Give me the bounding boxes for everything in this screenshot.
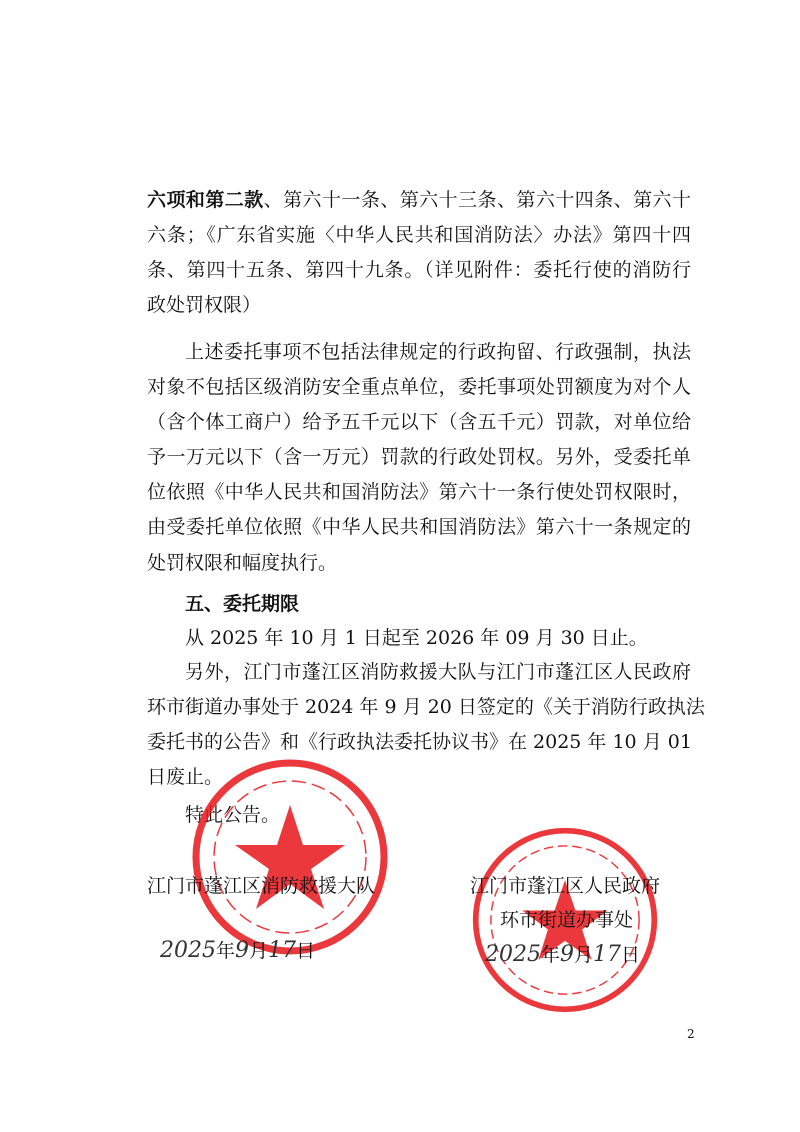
signature-date-right bbox=[485, 942, 640, 968]
text-line bbox=[147, 223, 691, 247]
bold-text: 六项和第二款 bbox=[147, 189, 264, 211]
handwritten-year: 2025 bbox=[160, 938, 216, 963]
handwritten-month: 9 bbox=[235, 938, 250, 963]
signature-org-left: 江门市蓬江区消防救援大队 bbox=[147, 875, 376, 897]
line-text: 环市街道办事处于 2024 年 9 月 20 日签定的《关于消防行政执法 bbox=[147, 696, 705, 718]
line-text: 从 2025 年 10 月 1 日起至 2026 年 09 月 30 日止。 bbox=[185, 627, 648, 649]
text-line bbox=[185, 340, 691, 364]
year-label: 年 bbox=[216, 940, 236, 962]
signature-date-left bbox=[160, 938, 315, 964]
line-text: 政处罚权限） bbox=[147, 294, 262, 316]
text-line bbox=[147, 551, 691, 575]
line-text: 位依照《中华人民共和国消防法》第六十一条行使处罚权限时， bbox=[147, 481, 691, 503]
text-line bbox=[147, 515, 691, 539]
line-text: 另外，江门市蓬江区消防救援大队与江门市蓬江区人民政府 bbox=[185, 661, 691, 683]
line-text: 日废止。 bbox=[147, 766, 224, 788]
handwritten-day: 17 bbox=[593, 942, 622, 967]
text-line bbox=[147, 188, 691, 212]
line-text: 、第六十一条、第六十三条、第六十四条、第六十 bbox=[263, 189, 691, 211]
day-label: 日 bbox=[621, 944, 641, 966]
handwritten-year: 2025 bbox=[485, 942, 541, 967]
text-line bbox=[147, 293, 691, 317]
line-text: 对象不包括区级消防安全重点单位，委托事项处罚额度为对个人 bbox=[147, 376, 691, 398]
text-line bbox=[185, 660, 691, 684]
year-label: 年 bbox=[541, 944, 561, 966]
signature-org-right-line1: 江门市蓬江区人民政府 bbox=[470, 875, 661, 897]
text-line bbox=[147, 410, 691, 434]
stamp-fire-brigade bbox=[190, 757, 390, 957]
text-line bbox=[147, 445, 691, 469]
handwritten-month: 9 bbox=[560, 942, 575, 967]
text-line bbox=[185, 592, 691, 616]
line-text: 六条；《广东省实施〈中华人民共和国消防法〉办法》第四十四 bbox=[147, 224, 691, 246]
text-line bbox=[147, 375, 691, 399]
handwritten-day: 17 bbox=[268, 938, 297, 963]
line-text: 由受委托单位依照《中华人民共和国消防法》第六十一条规定的 bbox=[147, 516, 691, 538]
text-line bbox=[147, 695, 705, 719]
text-line bbox=[185, 626, 691, 650]
page-number: 2 bbox=[687, 1027, 695, 1041]
text-line bbox=[147, 258, 691, 282]
text-line bbox=[147, 730, 691, 754]
signature-org-right-line2: 环市街道办事处 bbox=[500, 909, 634, 931]
line-text: 上述委托事项不包括法律规定的行政拘留、行政强制，执法 bbox=[185, 341, 691, 363]
line-text: 条、第四十五条、第四十九条。（详见附件：委托行使的消防行 bbox=[147, 259, 691, 281]
line-text: 委托书的公告》和《行政执法委托协议书》在 2025 年 10 月 01 bbox=[147, 731, 692, 753]
line-text: （含个体工商户）给予五千元以下（含五千元）罚款，对单位给 bbox=[147, 411, 691, 433]
line-text: 予一万元以下（含一万元）罚款的行政处罚权。另外，受委托单 bbox=[147, 446, 691, 468]
line-text: 特此公告。 bbox=[185, 804, 281, 826]
month-label: 月 bbox=[574, 944, 594, 966]
day-label: 日 bbox=[296, 940, 316, 962]
month-label: 月 bbox=[249, 940, 269, 962]
bold-text: 五、委托期限 bbox=[185, 593, 300, 615]
line-text: 处罚权限和幅度执行。 bbox=[147, 552, 338, 574]
text-line bbox=[147, 480, 691, 504]
